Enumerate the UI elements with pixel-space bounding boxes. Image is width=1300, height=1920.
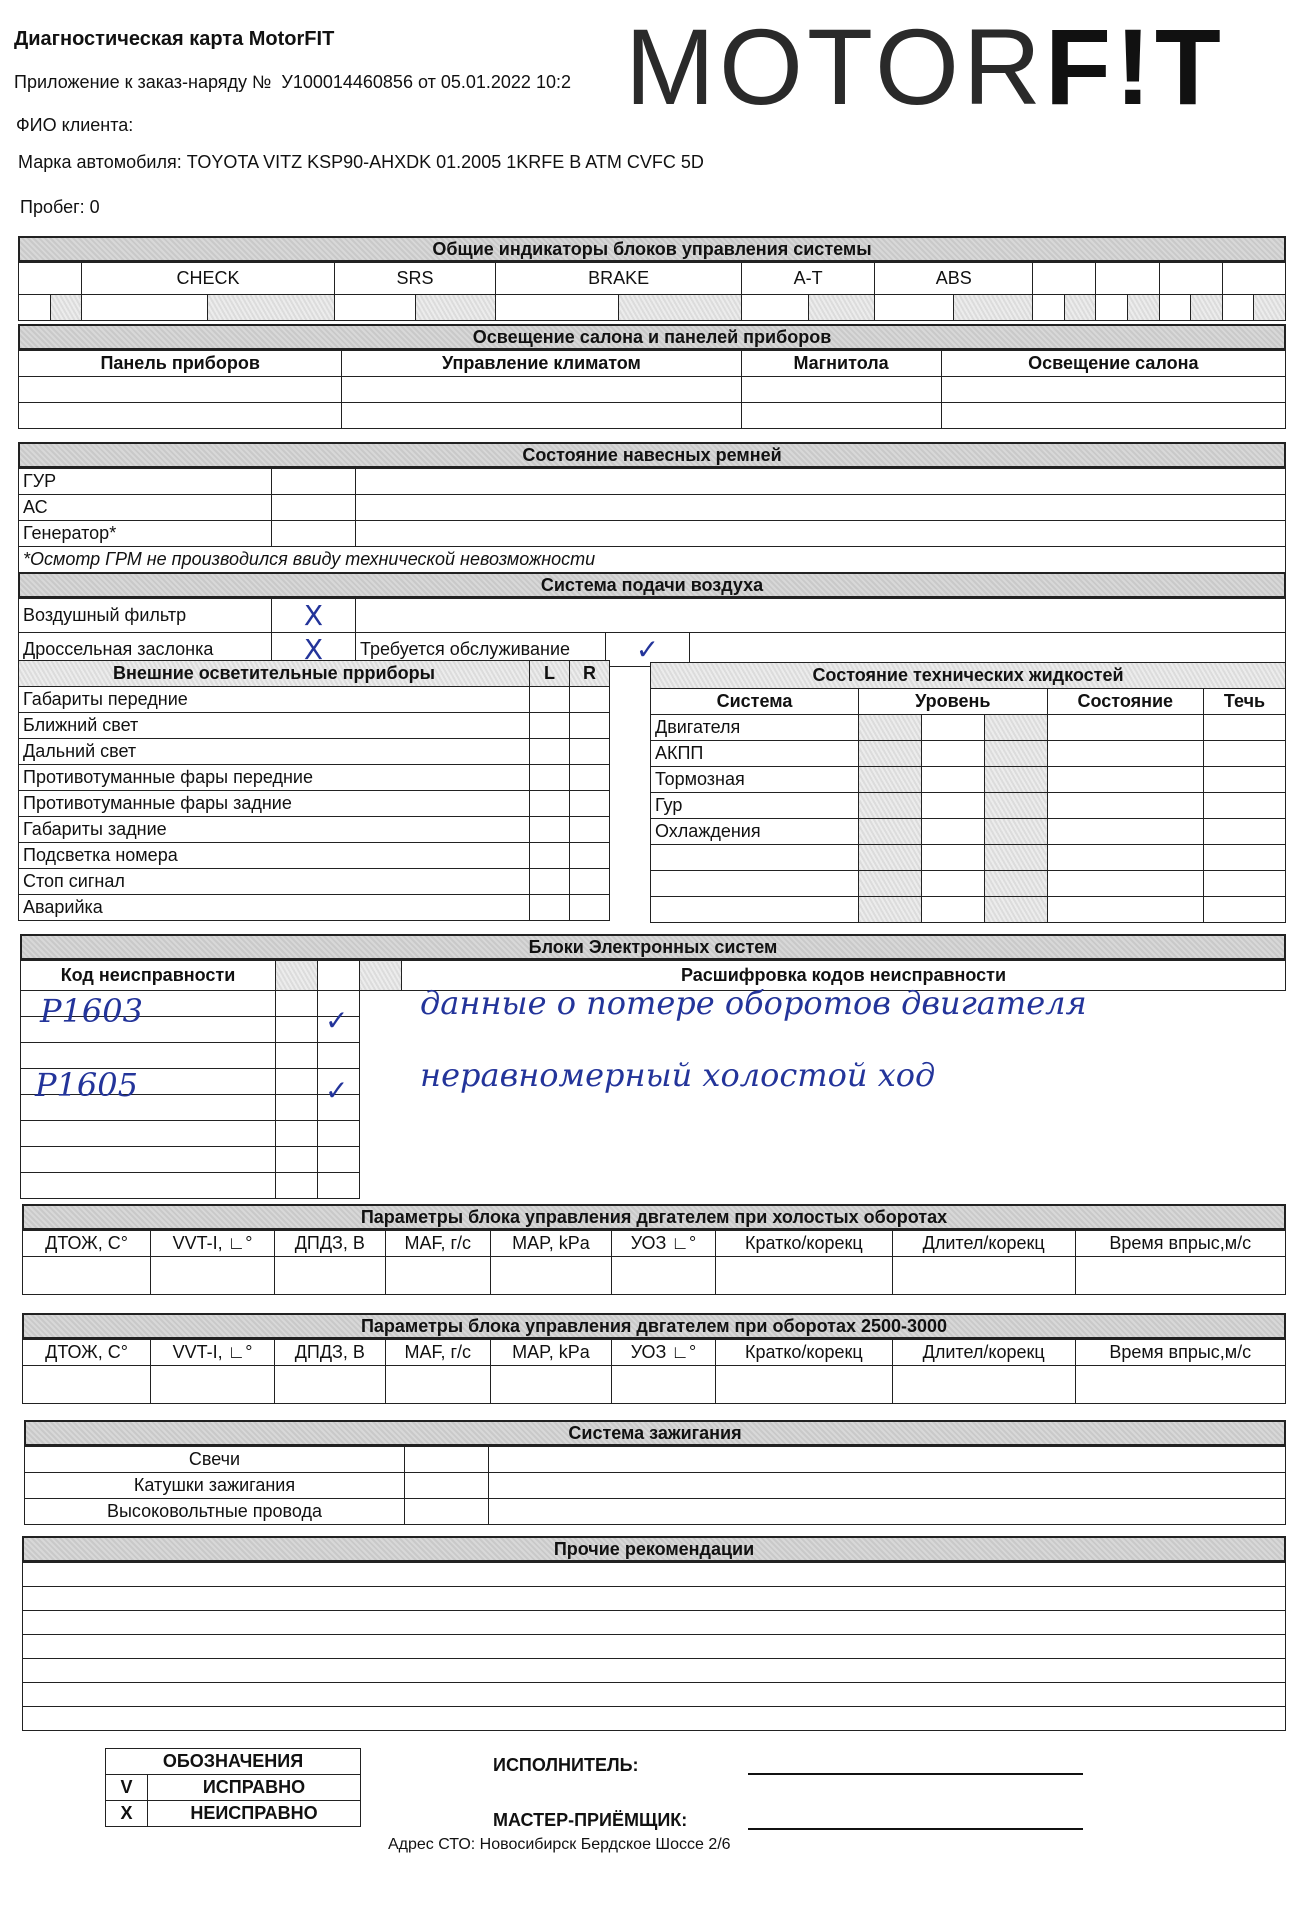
fault-row: [21, 1095, 1286, 1121]
param-col: MAF, г/с: [385, 1340, 490, 1366]
car-line: [18, 152, 704, 173]
param-value: [275, 1257, 386, 1295]
cabin-col: Управление климатом: [342, 351, 741, 377]
cabin-col: Освещение салона: [941, 351, 1285, 377]
fault-row: [21, 1173, 1286, 1199]
indicators-table: [18, 262, 1286, 321]
param-value: [490, 1366, 611, 1404]
legend: [105, 1748, 361, 1827]
lights-row-label: Ближний свет: [19, 713, 530, 739]
indicator-cell: [1191, 295, 1223, 321]
car-label: Марка автомобиля:: [18, 152, 182, 172]
mileage-label: Пробег:: [20, 197, 85, 217]
indicator-label: [1159, 263, 1222, 295]
indicator-cell: [334, 295, 415, 321]
fluids-title: Состояние технических жидкостей: [651, 663, 1286, 689]
param-value: [611, 1366, 715, 1404]
cabin-section: [18, 324, 1286, 429]
fluids-row-label: [651, 871, 859, 897]
fault-row: [21, 1147, 1286, 1173]
lights-row-label: Габариты задние: [19, 817, 530, 843]
fluids-row: [651, 767, 1286, 793]
ignition-title: Система зажигания: [24, 1420, 1286, 1446]
param-value: [715, 1257, 892, 1295]
belts-section: [18, 442, 1286, 573]
lights-table: [18, 660, 610, 921]
master-label: МАСТЕР-ПРИЁМЩИК:: [493, 1810, 688, 1830]
logo-motor: MOTOR: [625, 6, 1045, 127]
lights-row-label: Стоп сигнал: [19, 869, 530, 895]
lights-row-label: Габариты передние: [19, 687, 530, 713]
lights-row: [19, 817, 610, 843]
fluids-row: [651, 741, 1286, 767]
master-signature-line: [748, 1828, 1083, 1830]
indicator-cell: [954, 295, 1033, 321]
fault-mark: X: [272, 633, 356, 667]
param-value: [23, 1366, 151, 1404]
indicator-cell: [808, 295, 875, 321]
ignition-row-label: Высоковольтные провода: [25, 1499, 405, 1525]
fluids-row-label: Тормозная: [651, 767, 859, 793]
indicator-cell: [1254, 295, 1286, 321]
param-col: Кратко/корекц: [715, 1340, 892, 1366]
fault-row: [21, 1121, 1286, 1147]
indicator-cell: [1222, 295, 1254, 321]
lights-title: Внешние осветительные прриборы: [19, 661, 530, 687]
param-value: [151, 1257, 275, 1295]
recommendation-row: [23, 1635, 1286, 1659]
param-col: ДПДЗ, В: [275, 1340, 386, 1366]
param-col: MAP, kPa: [490, 1231, 611, 1257]
order-date-label: от: [417, 72, 436, 92]
lights-row: [19, 843, 610, 869]
indicator-cell: [496, 295, 619, 321]
mileage-line: [20, 197, 100, 218]
document-title: Диагностическая карта MotorFIT: [14, 28, 335, 50]
fluids-row-label: Двигателя: [651, 715, 859, 741]
legend-text: ИСПРАВНО: [148, 1775, 361, 1801]
lights-row: [19, 713, 610, 739]
indicator-cell: [19, 295, 51, 321]
left-header: L: [530, 661, 570, 687]
fluids-col: Течь: [1204, 689, 1286, 715]
param-col: УОЗ ∟°: [611, 1340, 715, 1366]
indicator-cell: [50, 295, 82, 321]
fault-mark: X: [272, 599, 356, 633]
service-required-label: Требуется обслуживание: [356, 633, 606, 667]
executor-label: ИСПОЛНИТЕЛЬ:: [493, 1755, 639, 1775]
ignition-row-label: Катушки зажигания: [25, 1473, 405, 1499]
order-label: Приложение к заказ-наряду №: [14, 72, 272, 92]
check-mark: ✓: [325, 1074, 349, 1107]
high-rpm-title: Параметры блока управления двгателем при оборотах 2500-3000: [22, 1313, 1286, 1339]
legend-text: НЕИСПРАВНО: [148, 1801, 361, 1827]
fault-code: P1603: [40, 992, 143, 1030]
indicator-cell: [415, 295, 496, 321]
executor-signature-line: [748, 1773, 1083, 1775]
indicator-label: ABS: [875, 263, 1033, 295]
indicator-label: [1096, 263, 1159, 295]
high-rpm-params-section: [22, 1313, 1286, 1404]
ignition-table: [24, 1446, 1286, 1525]
indicator-cell: [208, 295, 334, 321]
lights-row: [19, 687, 610, 713]
recommendation-row: [23, 1683, 1286, 1707]
param-col: VVT-I, ∟°: [151, 1340, 275, 1366]
indicator-cell: [1159, 295, 1191, 321]
indicator-cell: [875, 295, 954, 321]
fluids-col: Состояние: [1047, 689, 1203, 715]
indicators-section: [18, 236, 1286, 321]
indicator-label: SRS: [334, 263, 495, 295]
indicator-label: A-T: [741, 263, 874, 295]
lights-row-label: Подсветка номера: [19, 843, 530, 869]
right-header: R: [570, 661, 610, 687]
fault-description: неравномерный холостой ход: [420, 1056, 936, 1094]
param-value: [715, 1366, 892, 1404]
param-col: MAP, kPa: [490, 1340, 611, 1366]
lights-row: [19, 739, 610, 765]
param-col: Длител/корекц: [892, 1231, 1075, 1257]
param-col: ДТОЖ, С°: [23, 1340, 151, 1366]
idle-title: Параметры блока управления двгателем при холостых оборотах: [22, 1204, 1286, 1230]
param-col: УОЗ ∟°: [611, 1231, 715, 1257]
param-value: [385, 1257, 490, 1295]
cabin-col: Магнитола: [741, 351, 941, 377]
lights-row: [19, 791, 610, 817]
indicator-label: [1222, 263, 1285, 295]
belt-row-label: АС: [19, 495, 272, 521]
param-value: [892, 1366, 1075, 1404]
cabin-col: Панель приборов: [19, 351, 342, 377]
mileage-value: 0: [89, 197, 100, 217]
lights-row: [19, 869, 610, 895]
address-value: Новосибирск Бердское Шоссе 2/6: [479, 1836, 731, 1853]
idle-params-table: [22, 1230, 1286, 1295]
ignition-row-label: Свечи: [25, 1447, 405, 1473]
ignition-section: [24, 1420, 1286, 1525]
indicator-cell: [619, 295, 742, 321]
param-value: [151, 1366, 275, 1404]
lights-row-label: Дальний свет: [19, 739, 530, 765]
fluids-col: Система: [651, 689, 859, 715]
indicator-cell: [1128, 295, 1160, 321]
param-col: Длител/корекц: [892, 1340, 1075, 1366]
belts-note: *Осмотр ГРМ не производился ввиду технической невозможности: [19, 547, 1286, 573]
order-date: 05.01.2022 10:2: [440, 72, 571, 92]
fluids-row: [651, 715, 1286, 741]
fluids-table: [650, 662, 1286, 923]
fluids-row: [651, 871, 1286, 897]
belts-title: Состояние навесных ремней: [18, 442, 1286, 468]
air-title: Система подачи воздуха: [18, 572, 1286, 598]
indicators-title: Общие индикаторы блоков управления системы: [18, 236, 1286, 262]
lights-row-label: Аварийка: [19, 895, 530, 921]
fluids-row-label: Охлаждения: [651, 819, 859, 845]
fluids-row: [651, 793, 1286, 819]
indicator-label: CHECK: [82, 263, 335, 295]
high-rpm-params-table: [22, 1339, 1286, 1404]
lights-row: [19, 765, 610, 791]
idle-params-section: [22, 1204, 1286, 1295]
check-mark: ✓: [325, 1004, 349, 1037]
air-row-label: Воздушный фильтр: [19, 599, 272, 633]
logo-fit: F!T: [1045, 6, 1225, 127]
param-value: [385, 1366, 490, 1404]
electronic-title: Блоки Электронных систем: [20, 934, 1286, 960]
param-col: ДПДЗ, В: [275, 1231, 386, 1257]
indicator-cell: [1096, 295, 1128, 321]
check-mark: ✓: [606, 633, 690, 667]
fluids-row-label: Гур: [651, 793, 859, 819]
fluids-row-label: АКПП: [651, 741, 859, 767]
indicator-cell: [1033, 295, 1065, 321]
decode-header: Расшифровка кодов неисправности: [402, 961, 1286, 991]
fluids-row-label: [651, 845, 859, 871]
param-value: [1075, 1366, 1285, 1404]
fluids-col: Уровень: [859, 689, 1048, 715]
legend-title: ОБОЗНАЧЕНИЯ: [106, 1749, 361, 1775]
fluids-row: [651, 845, 1286, 871]
client-label: ФИО клиента:: [16, 115, 134, 135]
other-title: Прочие рекомендации: [22, 1536, 1286, 1562]
address-label: Адрес СТО:: [388, 1836, 476, 1853]
param-col: ДТОЖ, С°: [23, 1231, 151, 1257]
cabin-title: Освещение салона и панелей приборов: [18, 324, 1286, 350]
param-value: [275, 1366, 386, 1404]
other-recommendations-section: [22, 1536, 1286, 1731]
param-value: [892, 1257, 1075, 1295]
indicator-label: [19, 263, 82, 295]
lights-section: [18, 660, 610, 921]
lights-row-label: Противотуманные фары передние: [19, 765, 530, 791]
param-value: [1075, 1257, 1285, 1295]
air-section: [18, 572, 1286, 667]
param-col: MAF, г/с: [385, 1231, 490, 1257]
order-line: [14, 72, 571, 93]
indicator-cell: [82, 295, 208, 321]
param-col: Время впрыс,м/с: [1075, 1231, 1285, 1257]
param-col: Кратко/корекц: [715, 1231, 892, 1257]
param-col: VVT-I, ∟°: [151, 1231, 275, 1257]
air-table: [18, 598, 1286, 667]
fault-code: P1605: [35, 1066, 138, 1104]
indicator-label: BRAKE: [496, 263, 742, 295]
param-col: Время впрыс,м/с: [1075, 1340, 1285, 1366]
lights-row: [19, 895, 610, 921]
param-value: [611, 1257, 715, 1295]
cabin-table: [18, 350, 1286, 429]
recommendation-row: [23, 1587, 1286, 1611]
recommendation-row: [23, 1563, 1286, 1587]
param-value: [23, 1257, 151, 1295]
recommendation-row: [23, 1611, 1286, 1635]
belt-row-label: Генератор*: [19, 521, 272, 547]
recommendation-row: [23, 1659, 1286, 1683]
legend-symbol: V: [106, 1775, 148, 1801]
indicator-cell: [741, 295, 808, 321]
code-header: Код неисправности: [21, 961, 276, 991]
car-value: TOYOTA VITZ KSP90-AHXDK 01.2005 1KRFE B ATM CVFC 5D: [186, 152, 704, 172]
fluids-row-label: [651, 897, 859, 923]
motorfit-logo: [625, 6, 1225, 127]
other-recommendations-table: [22, 1562, 1286, 1731]
belts-table: [18, 468, 1286, 573]
order-number: У100014460856: [281, 72, 413, 92]
legend-symbol: X: [106, 1801, 148, 1827]
belt-row-label: ГУР: [19, 469, 272, 495]
address-line: [388, 1836, 731, 1854]
fluids-section: [650, 662, 1286, 923]
param-value: [490, 1257, 611, 1295]
recommendation-row: [23, 1707, 1286, 1731]
fluids-row: [651, 897, 1286, 923]
lights-row-label: Противотуманные фары задние: [19, 791, 530, 817]
fluids-row: [651, 819, 1286, 845]
indicator-label: [1033, 263, 1096, 295]
electronic-section: [20, 934, 1286, 1199]
indicator-cell: [1064, 295, 1096, 321]
fault-description: данные о потере оборотов двигателя: [420, 984, 1087, 1022]
air-row-label: Дроссельная заслонка: [19, 633, 272, 667]
